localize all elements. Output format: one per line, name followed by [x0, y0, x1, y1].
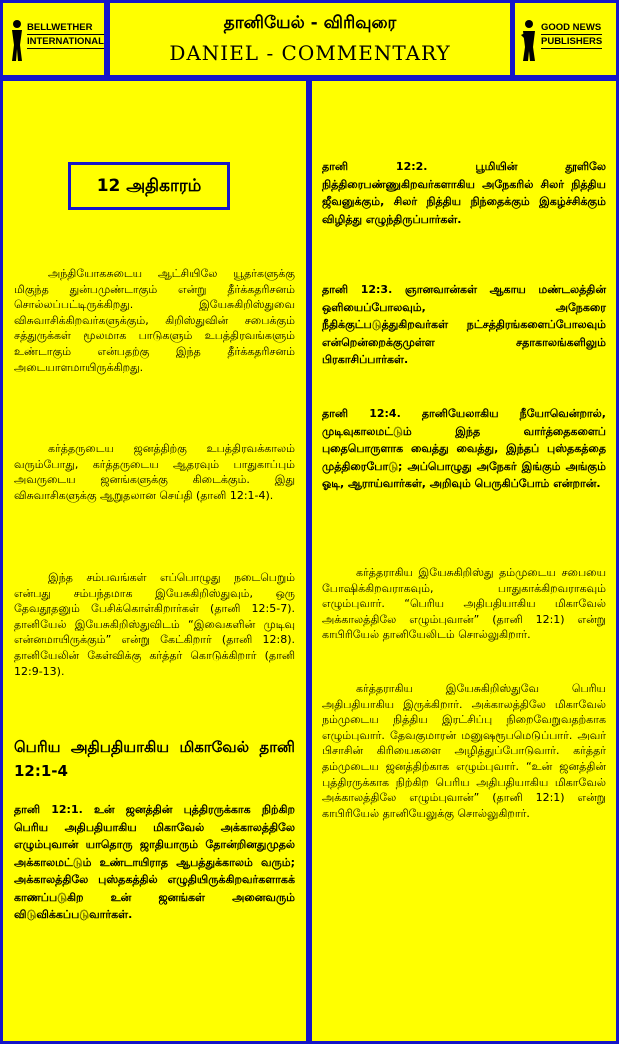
left-column	[3, 81, 306, 1041]
logo-left-line1: BELLWETHER	[27, 21, 104, 35]
logo-right-line1: GOOD NEWS	[541, 22, 602, 33]
intro-paragraph-2: கர்த்தருடைய ஜனத்திற்கு உபத்திரவக்காலம் வரும்போது, கர்த்தருடைய ஆதரவும் பாதுகாப்பும் அவருடைய ஜனங்களுக்கு கிடைக்கும். இது விசுவாசிகளுக்கு ஆறுதலான செய்தி (தானி 12:1-4).	[14, 442, 295, 502]
verse-12-3: தானி 12:3. ஞானவான்கள் ஆகாய மண்டலத்தின் ஒளியைப்போலவும், அநேகரை நீதிக்குட்படுத்துகிறவர்கள் நட்சத்திரங்களைப்போலவும் என்றென்றைக்குமுள்ள சதாகாலங்களிலும் பிரகாசிப்பார்கள்.	[322, 283, 606, 366]
publisher-logo-goodnews	[515, 3, 616, 75]
publisher-logo-bellwether	[3, 3, 104, 75]
verse-12-1: தானி 12:1. உன் ஜனத்தின் புத்திரருக்காக நிற்கிற பெரிய அதிபதியாகிய மிகாவேல் அக்காலத்திலே எழும்புவான் யாதொரு ஜாதியாரும் தோன்றினதுமுதல் அக்காலமட்டும் உண்டாயிராத ஆபத்துக்காலம் வரும்; அக்காலத்திலே புஸ்தகத்தில் எழுதியிருக்கிறவர்களாகக் காணப்படுகிற உன் ஜனங்கள் அனைவரும் விடுவிக்கப்படுவார்கள்.	[14, 803, 295, 921]
bellwether-figure-icon	[9, 19, 25, 63]
intro-paragraph-1: அந்தியோகசுடைய ஆட்சியிலே யூதர்களுக்கு மிகுந்த துன்பமுண்டாகும் என்று தீர்க்கதரிசனம் சொல்லப்பட்டிருக்கிறது. இயேசுகிறிஸ்துவை விசுவாசிக்கிறவர்களுக்கும், கிறிஸ்துவின் சபைக்கும் சத்துருக்கள் மூலமாக பாடுகளும் உபத்திரவங்களும் உண்டாகும் என்பதற்கு இந்த தீர்க்கதரிசனம் அடையாளமாயிருக்கிறது.	[14, 267, 295, 374]
intro-paragraph-3: இந்த சம்பவங்கள் எப்பொழுது நடைபெறும் என்பது சம்பந்தமாக இயேசுகிறிஸ்துவும், ஒரு தேவதூதனும் பேசிக்கொள்கிறார்கள் (தானி 12:5-7). தானியேல் இயேசுகிறிஸ்துவிடம் “இவைகளின் முடிவு என்னமாயிருக்கும்” என்று கேட்கிறார் (தானி 12:8). தானியேலின் கேள்விக்கு கர்த்தர் கொடுக்கிறார் (தானி 12:9-13).	[14, 571, 295, 678]
page-title-tamil: தானியேல் - விரிவுரை	[223, 13, 397, 33]
right-column	[312, 81, 616, 1041]
page-title-english: DANIEL - COMMENTARY	[169, 41, 451, 65]
goodnews-logo	[521, 17, 611, 63]
bellwether-logo	[9, 17, 104, 63]
logo-left-line2: INTERNATIONAL	[27, 36, 104, 47]
commentary-paragraph-1: கர்த்தராகிய இயேசுகிறிஸ்து தம்முடைய சபையை போஷிக்கிறவராகவும், பாதுகாக்கிறவராகவும் எழும்புவார். “பெரிய அதிபதியாகிய மிகாவேல் அக்காலத்திலே எழும்புவான்” (தானி 12:1) என்று காபிரியேல் தானியேலிடம் சொல்லுகிறார்.	[322, 566, 606, 642]
title-banner	[110, 3, 510, 75]
logo-right-line2: PUBLISHERS	[541, 36, 603, 47]
verse-12-4: தானி 12:4. தானியேலாகிய நீயோவென்றால், முடிவுகாலமட்டும் இந்த வார்த்தைகளைப் புதைபொருளாக வைத்து வைத்து, இந்தப் புஸ்தகத்தை முத்திரைபோடு; அப்பொழுது அநேகர் இங்கும் அங்கும் ஓடி, ஆராய்வார்கள், அறிவும் பெருகிப்போம் என்றான்.	[322, 407, 606, 490]
verse-12-2: தானி 12:2. பூமியின் தூளிலே நித்திரைபண்ணுகிறவர்களாகிய அநேகரில் சிலர் நித்திய ஜீவனுக்கும், சிலர் நித்திய நிந்தைக்கும் இகழ்ச்சிக்கும் விழித்து எழுந்திருப்பார்கள்.	[322, 160, 606, 226]
section-heading: பெரிய அதிபதியாகிய மிகாவேல் தானி 12:1-4	[14, 738, 295, 780]
goodnews-figure-icon	[521, 19, 537, 63]
commentary-paragraph-2: கர்த்தராகிய இயேசுகிறிஸ்துவே பெரிய அதிபதியாகிய இருக்கிறார். அக்காலத்திலே மிகாவேல் நம்முடைய நித்திய இரட்சிப்பு நிறைவேறுவதற்காக எழும்புவார். தேவகுமாரன் மனுஷரூபமெடுப்பார். அவர் பிசாசின் கிரியைகளை அழித்துப்போடுவார். கர்த்தர் தம்முடைய ஜனத்திற்காக எழும்புவார். “உன் ஜனத்தின் புத்திரருக்காக நிற்கிற பெரிய அதிபதியாகிய மிகாவேல் அக்காலத்திலே எழும்புவான்” (தானி 12:1) என்று காபிரியேல் தானியேலுக்கு சொல்லுகிறார்.	[322, 682, 606, 820]
chapter-badge: 12 அதிகாரம்	[68, 162, 230, 210]
